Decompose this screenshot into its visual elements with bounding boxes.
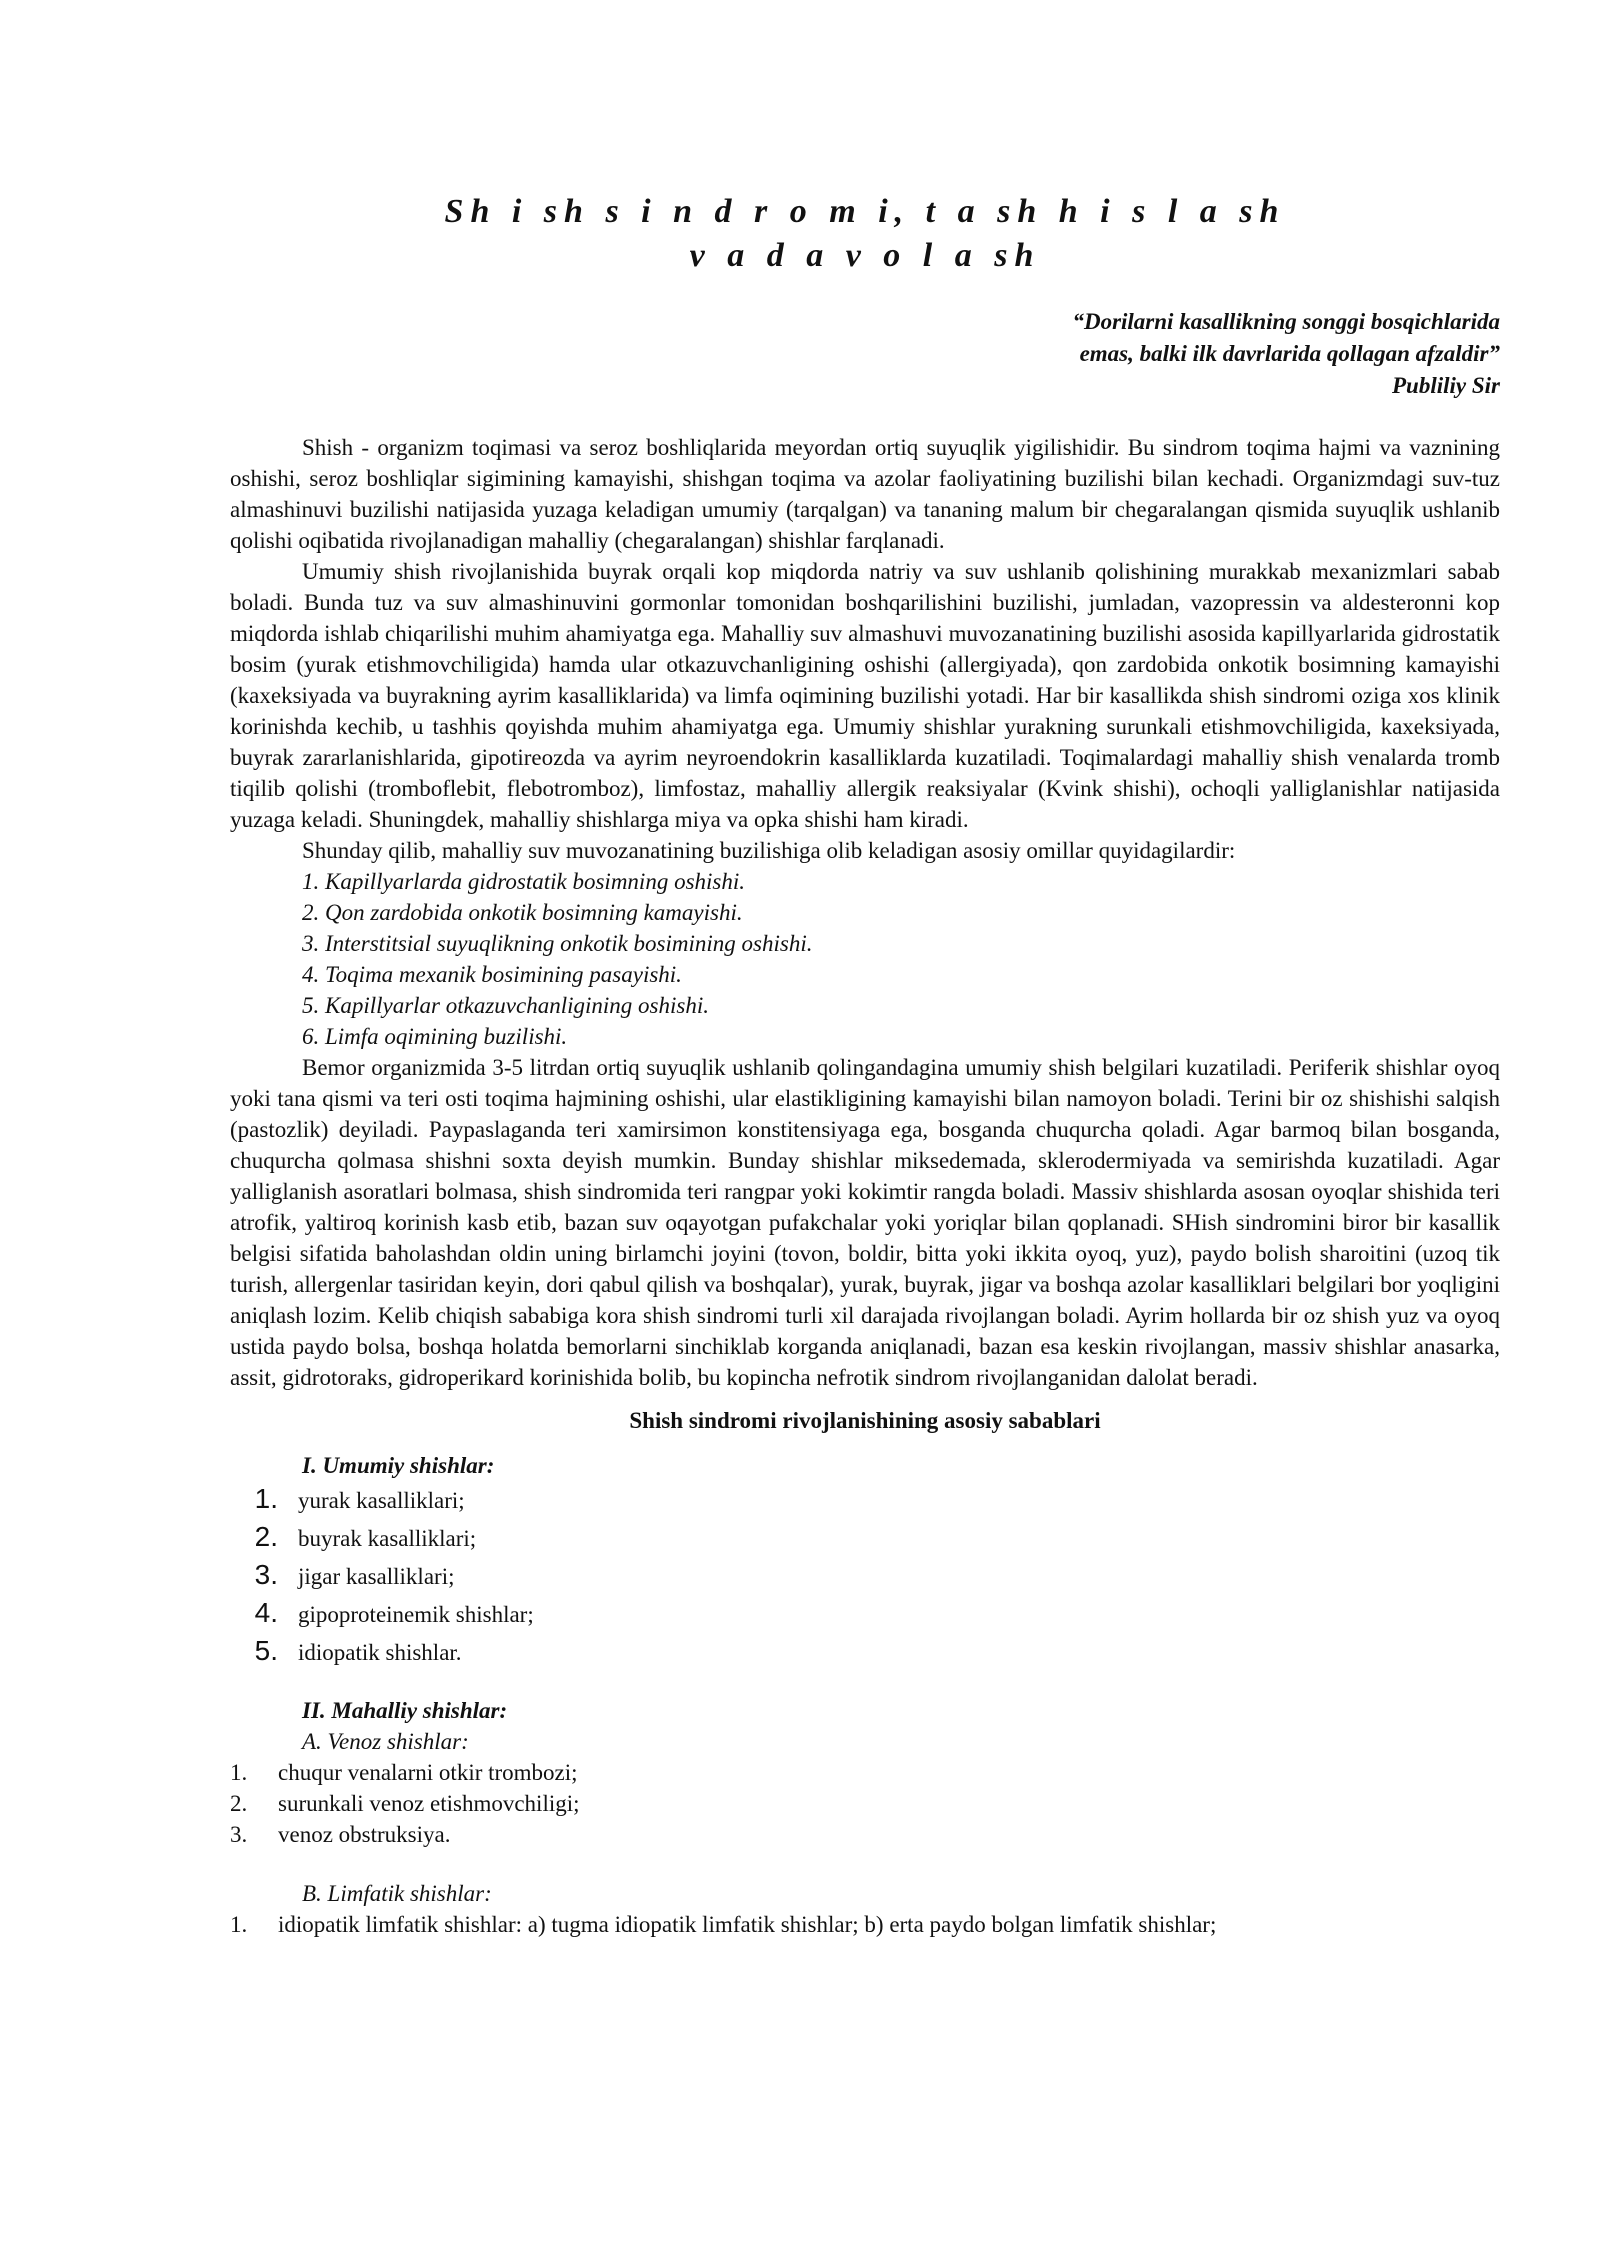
paragraph-definition: Shish - organizm toqimasi va seroz boshliqlarida meyordan ortiq suyuqlik yigilishidir. Bu sindrom toqima hajmi va vaznining oshishi, seroz boshliqlar sigimining kamayishi, shishgan toqima va azolar faoliyatining buzilishi bilan kechadi. Organizmdagi suv-tuz almashinuvi buzilishi natijasida yuzaga keladigan umumiy (tarqalgan) va tananing malum bir chegaralangan qismida suyuqlik ushlanib qolishi oqibatida rivojlanadigan mahalliy (chegaralangan) shishlar farqlanadi. xyxy=(230,435,1500,553)
list-item xyxy=(230,1909,1500,1940)
list-number: 2. xyxy=(230,1791,248,1816)
epigraph xyxy=(230,306,1500,402)
general-causes-list xyxy=(230,1481,1500,1671)
list-item: 3. Interstitsial suyuqlikning onkotik bosimining oshishi. xyxy=(302,931,813,956)
title-line-2: v a d a v o l a sh xyxy=(689,237,1041,274)
list-item xyxy=(230,1557,1500,1595)
lymph-causes-list xyxy=(230,1909,1500,1940)
list-number: 1. xyxy=(230,1760,248,1785)
list-item xyxy=(230,1819,1500,1850)
list-text: chuqur venalarni otkir trombozi; xyxy=(278,1760,578,1785)
paragraph-mechanisms: Umumiy shish rivojlanishida buyrak orqali kop miqdorda natriy va suv ushlanib qolishining murakkab mexanizmlari sabab boladi. Bunda tuz va suv almashinuvini gormonlar tomonidan boshqarilishini buzilishi, jumladan, vazopressin va aldesteronni kop miqdorda ishlab chiqarilishi muhim ahamiyatga ega. Mahalliy suv almashuvi muvozanatining buzilishi asosida kapillyarlarida gidrostatik bosim (yurak etishmovchiligida) hamda ular otkazuvchanligining oshishi (allergiyada), qon zardobida onkotik bosimning kamayishi (kaxeksiyada va buyrakning ayrim kasalliklarida) va limfa oqimining buzilishi yotadi. Har bir kasallikda shish sindromi oziga xos klinik korinishda kechib, u tashhis qoyishda muhim ahamiyatga ega. Umumiy shishlar yurakning surunkali etishmovchiligida, kaxeksiyada, buyrak zararlanishlarida, gipotireozda va ayrim neyroendokrin kasalliklarda kuzatiladi. Toqimalardagi mahalliy shish venalarda tromb tiqilib qolishi (tromboflebit, flebotromboz), limfostaz, mahalliy allergik reaksiyalar (Kvink shishi), ochoqli yalliglanishlar natijasida yuzaga keladi. Shuningdek, mahalliy shishlarga miya va opka shishi ham kiradi. xyxy=(230,559,1500,832)
list-number: 1. xyxy=(230,1912,248,1937)
epigraph-line-2: emas, balki ilk davrlarida qollagan afzaldir” xyxy=(1079,341,1500,366)
list-number: 4. xyxy=(254,1597,278,1628)
list-item xyxy=(230,1633,1500,1671)
paragraph-factors-intro: Shunday qilib, mahalliy suv muvozanatining buzilishiga olib keladigan asosiy omillar quyidagilardir: xyxy=(302,838,1236,863)
epigraph-author: Publiliy Sir xyxy=(1392,373,1500,398)
list-number: 2. xyxy=(254,1521,278,1552)
general-section-title: I. Umumiy shishlar: xyxy=(302,1453,495,1478)
list-item xyxy=(230,1788,1500,1819)
list-number: 5. xyxy=(254,1635,278,1666)
list-item xyxy=(230,1481,1500,1519)
local-section-title: II. Mahalliy shishlar: xyxy=(302,1698,508,1723)
venous-causes-list xyxy=(230,1757,1500,1850)
list-item: 6. Limfa oqimining buzilishi. xyxy=(302,1024,568,1049)
list-text: venoz obstruksiya. xyxy=(278,1822,451,1847)
factors-list xyxy=(230,866,1500,1052)
epigraph-line-1: “Dorilarni kasallikning songgi bosqichlarida xyxy=(1072,309,1500,334)
list-number: 3. xyxy=(254,1559,278,1590)
venous-subsection-title: A. Venoz shishlar: xyxy=(302,1729,469,1754)
document-title xyxy=(230,190,1500,278)
paragraph-symptoms: Bemor organizmida 3-5 litrdan ortiq suyuqlik ushlanib qolingandagina umumiy shish belgilari kuzatiladi. Periferik shishlar oyoq yoki tana qismi va teri osti toqima hajmining oshishi, ular elastikligining kamayishi bilan namoyon boladi. Terini bir oz shishishi salqish (pastozlik) deyiladi. Paypaslaganda teri xamirsimon konstitensiyaga ega, bosganda chuqurcha qoladi. Agar barmoq bilan bosganda, chuqurcha qolmasa shishni soxta deyish mumkin. Bunday shishlar miksedemada, sklerodermiyada va semirishda kuzatiladi. Agar yalliglanish asoratlari bolmasa, shish sindromida teri rangpar yoki kokimtir rangda boladi. Massiv shishlarda asosan oyoqlar shishida teri atrofik, yaltiroq korinish kasb etib, bazan suv oqayotgan pufakchalar yoki yoriqlar bilan qoplanadi. SHish sindromini biror bir kasallik belgisi sifatida baholashdan oldin uning birlamchi joyini (tovon, boldir, bitta yoki ikkita oyoq, yuz), paydo bolish sharoitini (uzoq tik turish, allergenlar tasiridan keyin, dori qabul qilish va boshqalar), yurak, buyrak, jigar va boshqa azolar kasalliklari belgilari bor yoqligini aniqlash lozim. Kelib chiqish sababiga kora shish sindromi turli xil darajada rivojlangan boladi. Ayrim hollarda bir oz shish yuz va oyoq ustida paydo bolsa, boshqa holatda bemorlarni sinchiklab korganda aniqlanadi, bazan esa keskin rivojlangan, massiv shishlar anasarka, assit, gidrotoraks, gidroperikard korinishida bolib, bu kopincha nefrotik sindrom rivojlanganidan dalolat beradi. xyxy=(230,1055,1500,1390)
list-text: jigar kasalliklari; xyxy=(298,1564,455,1589)
list-text: surunkali venoz etishmovchiligi; xyxy=(278,1791,580,1816)
list-item xyxy=(230,1757,1500,1788)
list-text: buyrak kasalliklari; xyxy=(298,1526,477,1551)
list-text: yurak kasalliklari; xyxy=(298,1488,465,1513)
list-item: 2. Qon zardobida onkotik bosimning kamayishi. xyxy=(302,900,743,925)
list-text: idiopatik limfatik shishlar: a) tugma idiopatik limfatik shishlar; b) erta paydo bolgan limfatik shishlar; xyxy=(278,1912,1217,1937)
document-page xyxy=(230,180,1500,1940)
list-item: 1. Kapillyarlarda gidrostatik bosimning oshishi. xyxy=(302,869,745,894)
list-item: 5. Kapillyarlar otkazuvchanligining oshishi. xyxy=(302,993,709,1018)
list-number: 3. xyxy=(230,1822,248,1847)
list-text: idiopatik shishlar. xyxy=(298,1640,462,1665)
causes-heading: Shish sindromi rivojlanishining asosiy sabablari xyxy=(629,1408,1101,1433)
list-item xyxy=(230,1595,1500,1633)
lymph-subsection-title: B. Limfatik shishlar: xyxy=(302,1881,492,1906)
list-item: 4. Toqima mexanik bosimining pasayishi. xyxy=(302,962,682,987)
list-text: gipoproteinemik shishlar; xyxy=(298,1602,534,1627)
list-number: 1. xyxy=(254,1483,278,1514)
title-line-1: Sh i sh s i n d r o m i, t a sh h i s l a sh xyxy=(444,193,1286,230)
list-item xyxy=(230,1519,1500,1557)
